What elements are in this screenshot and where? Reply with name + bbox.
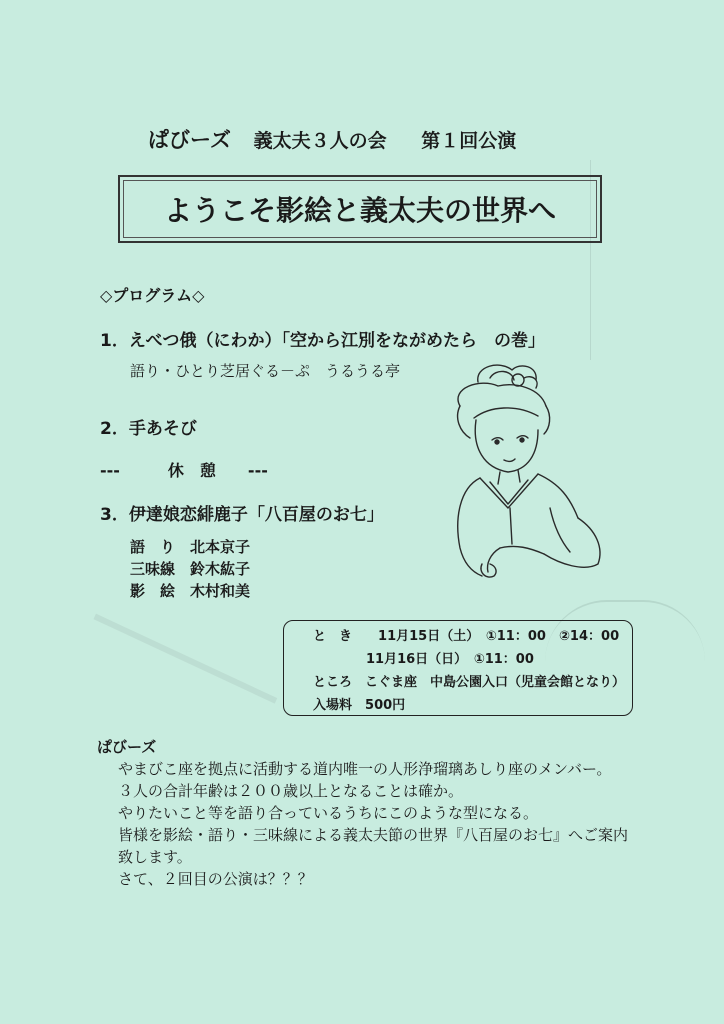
title-box xyxy=(118,175,602,243)
cast-name: 鈴木紘子 xyxy=(190,560,251,578)
about-line: ３人の合計年齢は２００歳以上となることは確か。 xyxy=(118,782,464,800)
event-date-row xyxy=(313,625,619,644)
date-1: 11月15日（土） xyxy=(378,629,473,644)
date-2: 11月16日（日） xyxy=(366,652,461,667)
meeting-name: 義太夫３人の会 xyxy=(253,130,387,152)
cast-role: 語 り xyxy=(130,538,176,556)
times-2: ①11：00 xyxy=(473,652,534,667)
venue: こぐま座 中島公園入口（児童会館となり） xyxy=(365,675,626,690)
about-line: 致します。 xyxy=(118,848,192,866)
about-line: さて、２回目の公演は？？？ xyxy=(118,870,313,888)
edition-label: 第１回公演 xyxy=(421,130,517,152)
page-title: ようこそ影絵と義太夫の世界へ xyxy=(163,194,556,227)
program-item-2: 2．手あそび xyxy=(100,419,197,439)
about-heading: ぱびーズ xyxy=(97,738,157,756)
event-date-row xyxy=(366,648,534,667)
program-item-3: 3．伊達娘恋緋鹿子「八百屋のお七」 xyxy=(100,505,384,525)
event-fee-row xyxy=(313,694,405,713)
fee-label: 入場料 xyxy=(313,698,353,713)
about-line: やまびこ座を拠点に活動する道内唯一の人形浄瑠璃あしり座のメンバー。 xyxy=(118,760,612,778)
cast-row xyxy=(130,580,250,601)
group-name: ぱびーズ xyxy=(148,128,231,152)
intermission: --- 休 憩 --- xyxy=(100,461,268,480)
cast-row xyxy=(130,536,250,557)
where-label: ところ xyxy=(313,675,353,690)
cast-role: 三味線 xyxy=(130,560,176,578)
cast-role: 影 絵 xyxy=(130,582,176,600)
event-venue-row xyxy=(313,671,625,690)
about-line: 皆様を影絵・語り・三味線による義太夫節の世界『八百屋のお七』へご案内 xyxy=(118,826,629,844)
cast-name: 北本京子 xyxy=(190,538,251,556)
cast-name: 木村和美 xyxy=(190,582,251,600)
page-header xyxy=(148,124,516,154)
cast-row xyxy=(130,558,250,579)
times-1: ①11：00 ②14：00 xyxy=(485,629,620,644)
program-item-1: 1．えべつ俄（にわか）「空から江別をながめたら の巻」 xyxy=(100,331,545,351)
girl-illustration xyxy=(420,358,610,588)
when-label: と き xyxy=(313,629,353,644)
program-heading: ◇プログラム◇ xyxy=(100,286,205,305)
about-line: やりたいこと等を語り合っているうちにこのような型になる。 xyxy=(118,804,539,822)
program-item-1-note: 語り・ひとり芝居ぐる－ぷ うるうる亭 xyxy=(130,362,401,380)
fee: 500円 xyxy=(365,698,406,713)
